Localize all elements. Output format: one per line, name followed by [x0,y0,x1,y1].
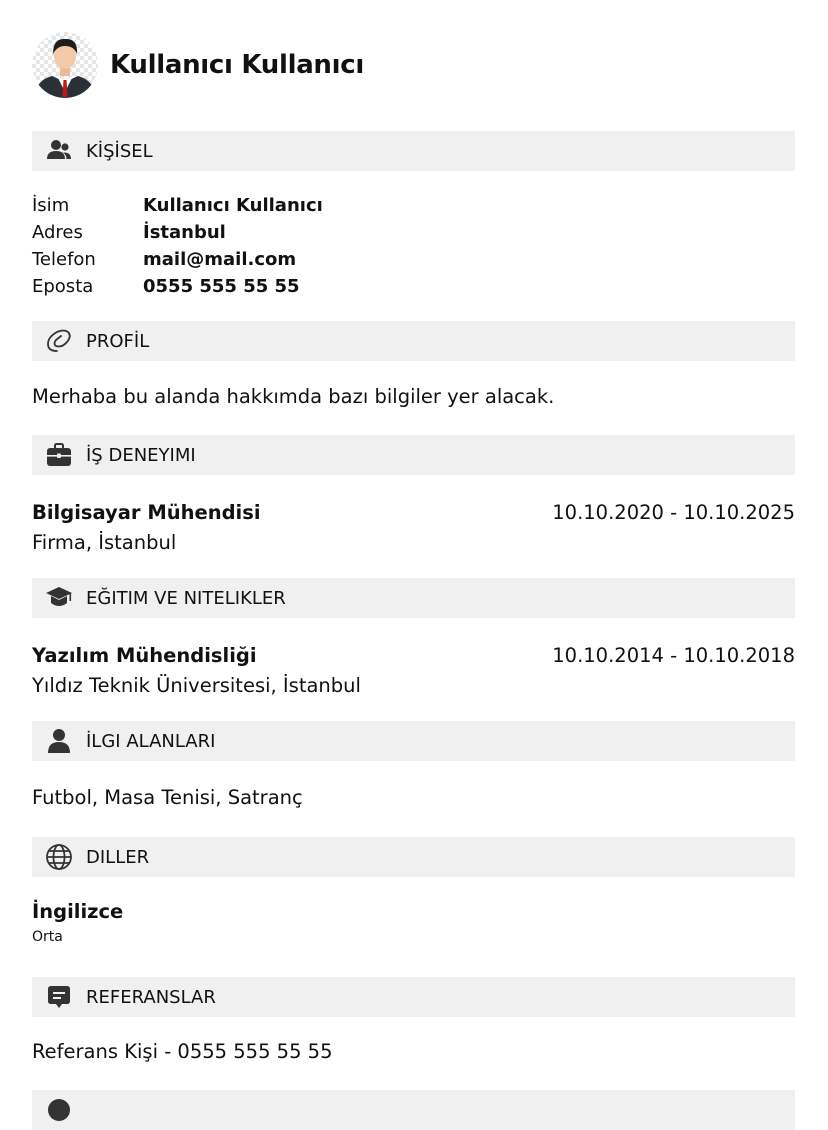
info-label: Eposta [32,276,94,297]
avatar [32,32,98,98]
page-title: Kullanıcı Kullanıcı [110,50,364,80]
section-header-profile [32,321,795,361]
info-row-email [32,273,323,300]
section-title: DILLER [86,846,150,868]
section-title: İŞ DENEYIMI [86,444,196,466]
section-title: EĞITIM VE NITELIKLER [86,587,286,609]
section-header-personal [32,131,795,171]
section-title: REFERANSLAR [86,986,216,1008]
section-header-education [32,578,795,618]
globe-icon [45,843,73,871]
section-header-languages [32,837,795,877]
cv-header [32,30,364,100]
info-row-phone [32,246,323,273]
info-row-name [32,192,323,219]
language-name: İngilizce [32,900,124,923]
language-entry [32,900,123,945]
entry-subtitle: Yıldız Teknik Üniversitesi, İstanbul [32,673,361,697]
entry-subtitle: Firma, İstanbul [32,530,177,554]
entry-title: Yazılım Mühendisliği [32,643,257,667]
info-value: Kullanıcı Kullanıcı [143,195,323,216]
profile-text: Merhaba bu alanda hakkımda bazı bilgiler yer alacak. [32,385,555,408]
info-row-address [32,219,323,246]
partial-section-icon [45,1096,73,1124]
profile-swirl-icon [45,327,73,355]
info-label: Adres [32,222,83,243]
entry-title: Bilgisayar Mühendisi [32,500,261,524]
graduation-cap-icon [45,584,73,612]
info-value: mail@mail.com [143,249,297,270]
references-text: Referans Kişi - 0555 555 55 55 [32,1040,333,1063]
personal-info-list [32,192,323,300]
education-entry [32,640,795,700]
info-value: 0555 555 55 55 [143,276,300,297]
info-label: Telefon [32,249,96,270]
entry-dates: 10.10.2014 - 10.10.2018 [552,643,795,667]
section-title: İLGI ALANLARI [86,730,216,752]
users-icon [45,137,73,165]
info-value: İstanbul [143,222,226,243]
experience-entry [32,497,795,557]
section-title: PROFİL [86,330,150,352]
section-header-partial [32,1090,795,1130]
entry-dates: 10.10.2020 - 10.10.2025 [552,500,795,524]
interests-text: Futbol, Masa Tenisi, Satranç [32,786,303,809]
message-icon [45,983,73,1011]
user-icon [45,727,73,755]
section-header-experience [32,435,795,475]
section-header-interests [32,721,795,761]
section-title: KİŞİSEL [86,140,153,162]
language-level: Orta [32,929,63,945]
section-header-references [32,977,795,1017]
info-label: İsim [32,195,70,216]
briefcase-icon [45,441,73,469]
